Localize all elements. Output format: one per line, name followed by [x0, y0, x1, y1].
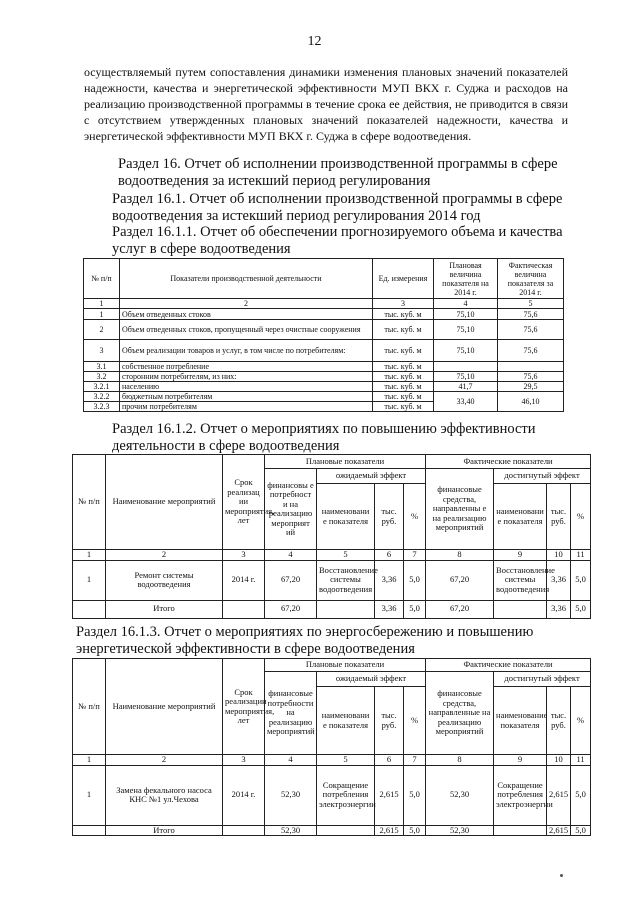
section-16-title: Раздел 16. Отчет об исполнении производственной программы в сфере водоотведения за истекший период регулирования: [118, 156, 558, 189]
row-plan: 75,10: [434, 372, 498, 382]
header-cell: %: [404, 687, 426, 755]
header-cell: достигнутый эффект: [494, 469, 591, 484]
row-plan: 75,10: [434, 320, 498, 340]
row-name: Объем реализации товаров и услуг, в том числе по потребителям:: [120, 340, 373, 362]
row-number: 2: [84, 320, 120, 340]
total-plan-finance: 52,30: [265, 825, 317, 836]
header-cell: Фактические показатели: [426, 455, 591, 469]
total-fact-finance: 52,30: [426, 825, 494, 836]
row-number: 1: [73, 765, 106, 825]
total-fact-rub: 2,615: [547, 825, 571, 836]
row-plan-pct: 5,0: [404, 765, 426, 825]
col-number: 3: [223, 755, 265, 766]
header-cell: тыс. руб.: [547, 484, 571, 550]
col-number: 3: [223, 550, 265, 561]
col-number: 11: [571, 550, 591, 561]
table-row: [73, 765, 591, 825]
header-cell: Наименование мероприятий: [106, 455, 223, 550]
header-cell: наименовани е показателя: [317, 687, 375, 755]
intro-paragraph: осуществляемый путем сопоставления динамики изменения плановых значений показателей надежности, качества и энергетической эффективности МУП ВКХ г. Суджа и расходов на реализацию производственной программы в течение срока ее действия, не приводится в связи с отсутствием утвержденных плановых значений показателей надежности, качества и энергетической эффективности МУП ВКХ г. Суджа в сфере водоотведения.: [84, 65, 568, 143]
row-fact: 75,6: [498, 320, 564, 340]
total-fact-finance: 67,20: [426, 600, 494, 618]
col-number: 7: [404, 755, 426, 766]
table-row: [73, 560, 591, 600]
row-fact: 75,6: [498, 309, 564, 320]
scan-speck: [560, 874, 563, 877]
col-number: 6: [375, 550, 404, 561]
row-number: 3.2.3: [84, 402, 120, 412]
row-name: Объем отведенных стоков: [120, 309, 373, 320]
row-number: 1: [84, 309, 120, 320]
table-row: [84, 309, 564, 320]
header-cell: ожидаемый эффект: [317, 672, 426, 687]
row-number: 3.2: [84, 372, 120, 382]
header-cell: достигнутый эффект: [494, 672, 591, 687]
col-number: 4: [434, 299, 498, 309]
header-cell: ожидаемый эффект: [317, 469, 426, 484]
header-cell: Плановые показатели: [265, 455, 426, 469]
header-cell: наименовани е показателя: [494, 484, 547, 550]
total-plan-pct: 5,0: [404, 600, 426, 618]
total-label: Итого: [106, 825, 223, 836]
row-fact-rub: 2,615: [547, 765, 571, 825]
column-number-row: [73, 550, 591, 561]
row-number: 3.1: [84, 362, 120, 372]
header-cell: тыс. руб.: [375, 484, 404, 550]
row-fact: [498, 362, 564, 372]
header-cell: наименование показателя: [494, 687, 547, 755]
col-number: 2: [106, 755, 223, 766]
header-cell: финансовые средства, направленные на реализацию мероприятий: [426, 672, 494, 755]
row-number: 3.2.2: [84, 392, 120, 402]
row-plan-indicator: Сокращение потребления электроэнергии: [317, 765, 375, 825]
row-name: прочим потребителям: [120, 402, 373, 412]
col-number: 2: [120, 299, 373, 309]
row-unit: тыс. куб. м: [373, 320, 434, 340]
total-plan-pct: 5,0: [404, 825, 426, 836]
header-cell: %: [571, 484, 591, 550]
section-16-1-title: Раздел 16.1. Отчет об исполнении производственной программы в сфере водоотведения за истекший период регулирования 2014 год: [112, 191, 563, 224]
col-number: 5: [317, 550, 375, 561]
col-number: 9: [494, 755, 547, 766]
col-number: 1: [73, 550, 106, 561]
row-unit: тыс. куб. м: [373, 382, 434, 392]
header-cell: Фактические показатели: [426, 659, 591, 672]
col-number: 1: [73, 755, 106, 766]
row-fact-rub: 3,36: [547, 560, 571, 600]
header-cell: наименовани е показателя: [317, 484, 375, 550]
row-term: 2014 г.: [223, 765, 265, 825]
row-fact-finance: 52,30: [426, 765, 494, 825]
total-fact-rub: 3,36: [547, 600, 571, 618]
table-row: [84, 372, 564, 382]
row-fact-pct: 5,0: [571, 765, 591, 825]
header-cell: тыс. руб.: [547, 687, 571, 755]
column-number-row: [73, 755, 591, 766]
section-16-1-1-title: Раздел 16.1.1. Отчет об обеспечении прогнозируемого объема и качества услуг в сфере водоотведения: [112, 224, 563, 257]
col-number: 11: [571, 755, 591, 766]
row-fact: 29,5: [498, 382, 564, 392]
row-number: 3.2.1: [84, 382, 120, 392]
row-plan: 33,40: [434, 392, 498, 412]
row-number: 1: [73, 560, 106, 600]
row-name: сторонним потребителям, из них:: [120, 372, 373, 382]
header-cell: финансовые средства, направленны е на реализацию мероприятий: [426, 469, 494, 550]
col-number: 4: [265, 755, 317, 766]
col-number: 10: [547, 550, 571, 561]
total-plan-rub: 3,36: [375, 600, 404, 618]
table-row: [84, 382, 564, 392]
header-cell: %: [571, 687, 591, 755]
row-fact-pct: 5,0: [571, 560, 591, 600]
row-name: Ремонт системы водоотведения: [106, 560, 223, 600]
col-number: 6: [375, 755, 404, 766]
header-cell: № п/п: [73, 659, 106, 755]
total-row: [73, 825, 591, 836]
table-header-row: [84, 259, 564, 299]
total-label: Итого: [106, 600, 223, 618]
row-name: населению: [120, 382, 373, 392]
row-name: Объем отведенных стоков, пропущенный через очистные сооружения: [120, 320, 373, 340]
row-unit: тыс. куб. м: [373, 340, 434, 362]
col-number: 3: [373, 299, 434, 309]
col-number: 10: [547, 755, 571, 766]
header-cell: Показатели производственной деятельности: [120, 259, 373, 299]
efficiency-measures-table: [72, 454, 591, 619]
table-row: [84, 340, 564, 362]
row-plan-rub: 3,36: [375, 560, 404, 600]
total-plan-rub: 2,615: [375, 825, 404, 836]
section-16-1-2-title: Раздел 16.1.2. Отчет о мероприятиях по повышению эффективности деятельности в сфере водоотведения: [112, 421, 536, 454]
header-cell: Плановые показатели: [265, 659, 426, 672]
row-plan: [434, 362, 498, 372]
col-number: 5: [317, 755, 375, 766]
row-fact: 46,10: [498, 392, 564, 412]
row-unit: тыс. куб. м: [373, 372, 434, 382]
row-name: Замена фекального насоса КНС №1 ул.Чехова: [106, 765, 223, 825]
page-number: 12: [307, 34, 322, 49]
header-cell: Срок реализации мероприятия, лет: [223, 659, 265, 755]
col-number: 4: [265, 550, 317, 561]
row-plan-pct: 5,0: [404, 560, 426, 600]
col-number: 9: [494, 550, 547, 561]
section-16-1-3-title: Раздел 16.1.3. Отчет о мероприятиях по энергосбережению и повышению энергетической эффективности в сфере водоотведения: [76, 624, 534, 657]
table-row: [84, 320, 564, 340]
table-row: [84, 392, 564, 402]
row-fact: 75,6: [498, 340, 564, 362]
header-cell: Плановая величина показателя на 2014 г.: [434, 259, 498, 299]
header-cell: Фактическая величина показателя за 2014 г.: [498, 259, 564, 299]
row-number: 3: [84, 340, 120, 362]
row-unit: тыс. куб. м: [373, 392, 434, 402]
total-row: [73, 600, 591, 618]
row-plan-finance: 67,20: [265, 560, 317, 600]
header-cell: %: [404, 484, 426, 550]
total-fact-pct: 5,0: [571, 600, 591, 618]
row-plan-rub: 2,615: [375, 765, 404, 825]
row-fact-finance: 67,20: [426, 560, 494, 600]
col-number: 8: [426, 550, 494, 561]
header-cell: тыс. руб.: [375, 687, 404, 755]
header-cell: № п/п: [73, 455, 106, 550]
header-cell: финансовы е потребност и на реализацию мероприят ий: [265, 469, 317, 550]
row-term: 2014 г.: [223, 560, 265, 600]
col-number: 5: [498, 299, 564, 309]
row-fact-indicator: Восстановление системы водоотведения: [494, 560, 547, 600]
energy-saving-table: [72, 658, 591, 836]
header-cell: Ед. измерения: [373, 259, 434, 299]
col-number: 8: [426, 755, 494, 766]
col-number: 1: [84, 299, 120, 309]
header-cell: Наименование мероприятий: [106, 659, 223, 755]
row-plan-indicator: Восстановление системы водоотведения: [317, 560, 375, 600]
row-unit: тыс. куб. м: [373, 362, 434, 372]
row-plan: 41,7: [434, 382, 498, 392]
volume-quality-table: [83, 258, 564, 412]
col-number: 2: [106, 550, 223, 561]
header-cell: № п/п: [84, 259, 120, 299]
row-fact: 75,6: [498, 372, 564, 382]
row-fact-indicator: Сокращение потребления электроэнергии: [494, 765, 547, 825]
table-row: [84, 362, 564, 372]
row-plan: 75,10: [434, 340, 498, 362]
header-cell: финансовые потребности на реализацию мероприятий: [265, 672, 317, 755]
column-number-row: [84, 299, 564, 309]
header-cell: Срок реализац ии мероприятия, лет: [223, 455, 265, 550]
row-plan: 75,10: [434, 309, 498, 320]
col-number: 7: [404, 550, 426, 561]
row-name: бюджетным потребителям: [120, 392, 373, 402]
row-unit: тыс. куб. м: [373, 402, 434, 412]
total-fact-pct: 5,0: [571, 825, 591, 836]
total-plan-finance: 67,20: [265, 600, 317, 618]
row-unit: тыс. куб. м: [373, 309, 434, 320]
row-plan-finance: 52,30: [265, 765, 317, 825]
row-name: собственное потребление: [120, 362, 373, 372]
